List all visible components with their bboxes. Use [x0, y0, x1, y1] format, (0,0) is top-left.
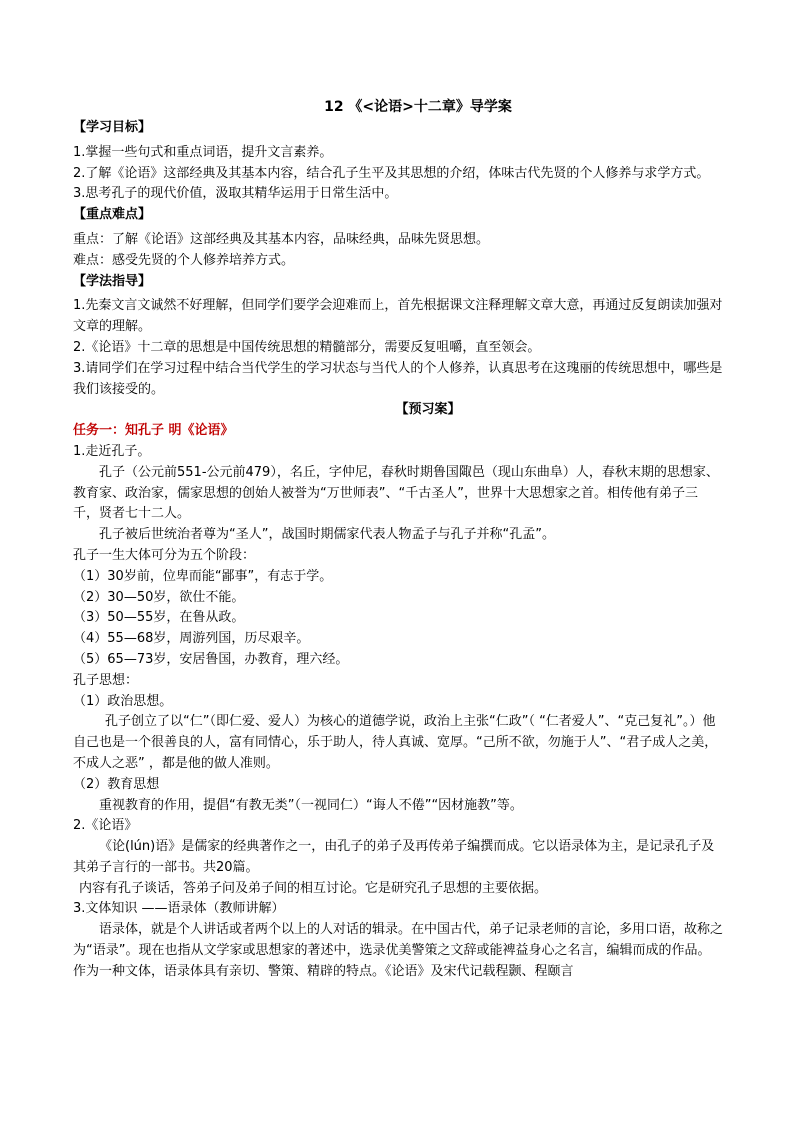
education-paragraph: 重视教育的作用，提倡“有教无类”（一视同仁）“诲人不倦”“因材施教”等。: [99, 797, 523, 813]
stage-item: （2）30—50岁，欲仕不能。: [73, 589, 245, 605]
lunyu-paragraph: 《论(lún)语》是儒家的经典著作之一，由孔子的弟子及再传弟子编撰而成。它以语录体为主，是记录孔子及其弟子言行的一部书。共20篇。: [73, 839, 715, 875]
document-page: [73, 96, 723, 983]
stage-item: （1）30岁前，位卑而能“鄙事”，有志于学。: [73, 568, 333, 584]
confucius-saint-paragraph: 孔子被后世统治者尊为“圣人”，战国时期儒家代表人物孟子与孔子并称“孔孟”。: [99, 527, 555, 543]
preview-heading: 【预习案】: [395, 402, 461, 418]
task-one-heading: 任务一：知孔子 明《论语》: [73, 423, 234, 439]
goal-item: 1.掌握一些句式和重点词语，提升文言素养。: [73, 144, 333, 160]
stage-item: （5）65—73岁，安居鲁国，办教育，理六经。: [73, 651, 349, 667]
stages-intro: 孔子一生大体可分为五个阶段：: [73, 547, 256, 563]
method-heading: 【学法指导】: [73, 273, 152, 289]
yulu-paragraph: 语录体，就是个人讲话或者两个以上的人对话的辑录。在中国古代，弟子记录老师的言论，多用口语，故称之为“语录”。现在也指从文学家或思想家的著述中，选录优美警策之文辞或能裨益身心之名言，编辑而成的作品。作为一种文体，语录体具有亲切、警策、精辟的特点。《论语》及宋代记载程颢、程颐言: [73, 922, 724, 979]
education-label: （2）教育思想: [73, 776, 160, 792]
politics-paragraph: 孔子创立了以“仁”（即仁爱、爱人）为核心的道德学说，政治上主张“仁政”（ “仁者爱人”、“克己复礼”。）他自己也是一个很善良的人，富有同情心，乐于助人，待人真诚、宽厚。“己所不欲，勿施于人”、“君子成人之美，不成人之恶” ，都是他的做人准则。: [73, 714, 718, 771]
keypoints-heading: 【重点难点】: [73, 207, 152, 223]
goal-item: 2.了解《论语》这部经典及其基本内容，结合孔子生平及其思想的介绍，体味古代先贤的个人修养与求学方式。: [73, 165, 710, 181]
keypoint-item: 难点：感受先贤的个人修养培养方式。: [73, 252, 295, 268]
thought-label: 孔子思想：: [73, 672, 139, 688]
section-title: 1.走近孔子。: [73, 443, 151, 459]
stage-item: （4）55—68岁，周游列国，历尽艰辛。: [73, 631, 310, 647]
politics-label: （1）政治思想。: [73, 693, 173, 709]
stage-item: （3）50—55岁，在鲁从政。: [73, 610, 245, 626]
goal-item: 3.思考孔子的现代价值，汲取其精华运用于日常生活中。: [73, 186, 398, 202]
lunyu-content-paragraph: 内容有孔子谈话，答弟子问及弟子间的相互讨论。它是研究孔子思想的主要依据。: [79, 880, 548, 896]
confucius-intro-paragraph: 孔子（公元前551-公元前479），名丘，字仲尼，春秋时期鲁国陬邑（现山东曲阜）人，春秋末期的思想家、教育家、政治家，儒家思想的创始人被誉为“万世师表”、“千古圣人”，世界十大思想家之首。相传他有弟子三千，贤者七十二人。: [73, 464, 719, 522]
method-item: 2.《论语》十二章的思想是中国传统思想的精髓部分，需要反复咀嚼，直至领会。: [73, 339, 541, 355]
page-title: 12 《<论语>十二章》导学案: [324, 99, 512, 115]
section-title: 2.《论语》: [73, 818, 138, 834]
section-title: 3.文体知识 ——语录体（教师讲解）: [73, 901, 285, 917]
method-item: 1.先秦文言文诚然不好理解，但同学们要学会迎难而上，首先根据课文注释理解文章大意，再通过反复朗读加强对文章的理解。: [73, 298, 723, 335]
goals-heading: 【学习目标】: [73, 120, 152, 135]
keypoint-item: 重点：了解《论语》这部经典及其基本内容，品味经典，品味先贤思想。: [73, 231, 490, 247]
method-item: 3.请同学们在学习过程中结合当代学生的学习状态与当代人的个人修养，认真思考在这瑰丽的传统思想中，哪些是我们该接受的。: [73, 360, 723, 397]
